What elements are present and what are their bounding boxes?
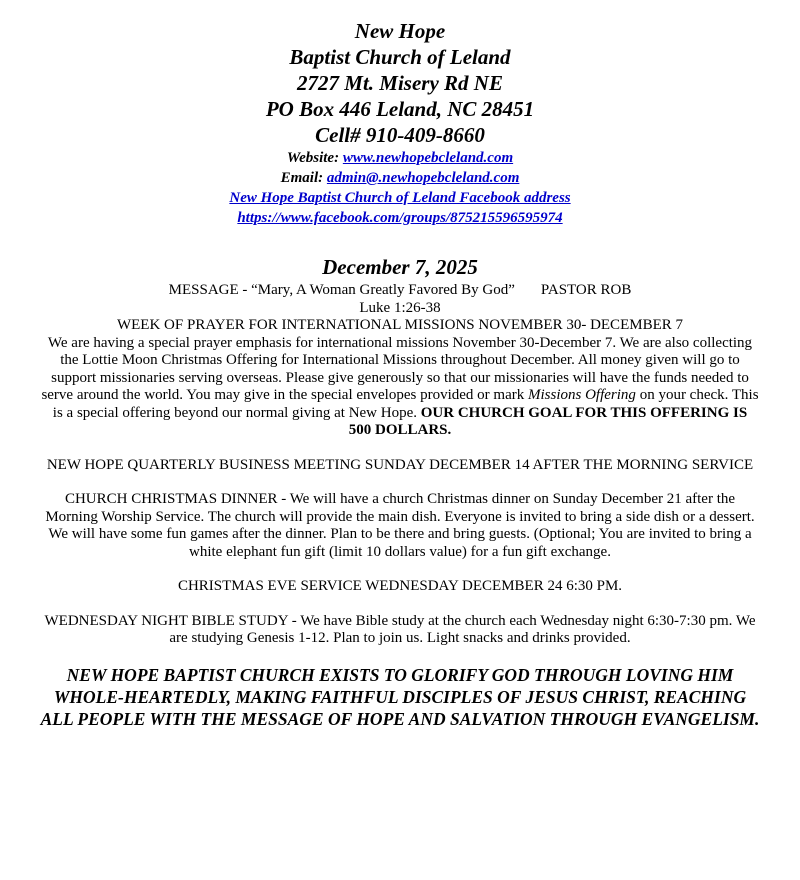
email-label: Email: xyxy=(280,170,327,186)
missions-offering-text: Missions Offering xyxy=(528,387,636,403)
facebook-link[interactable]: New Hope Baptist Church of Leland Facebook address xyxy=(229,190,571,206)
facebook-url-line xyxy=(0,208,800,228)
website-line xyxy=(0,148,800,168)
facebook-line xyxy=(0,188,800,208)
christmas-eve-announcement: CHRISTMAS EVE SERVICE WEDNESDAY DECEMBER 24 6:30 PM. xyxy=(177,578,623,594)
email-link[interactable]: admin@.newhopebcleland.com xyxy=(326,170,520,186)
scripture-reference: Luke 1:26-38 xyxy=(359,299,441,316)
email-line xyxy=(0,168,800,188)
church-header xyxy=(0,18,800,148)
mission-statement: NEW HOPE BAPTIST CHURCH EXISTS TO GLORIFY GOD THROUGH LOVING HIM WHOLE-HEARTEDLY, MAKING FAITHFUL DISCIPLES OF JESUS CHRIST, REACHING ALL PEOPLE WITH THE MESSAGE OF HOPE AND SALVATION THROUGH EVANGELISM. xyxy=(40,664,760,729)
message-title: MESSAGE - “Mary, A Woman Greatly Favored By God” xyxy=(168,282,515,298)
business-meeting-announcement: NEW HOPE QUARTERLY BUSINESS MEETING SUNDAY DECEMBER 14 AFTER THE MORNING SERVICE xyxy=(46,456,754,473)
bulletin-date: December 7, 2025 xyxy=(322,255,478,279)
facebook-url-link[interactable]: https://www.facebook.com/groups/875215596595974 xyxy=(237,210,563,226)
missions-paragraph xyxy=(40,335,760,440)
missions-heading: WEEK OF PRAYER FOR INTERNATIONAL MISSIONS NOVEMBER 30- DECEMBER 7 xyxy=(116,317,683,333)
message-line xyxy=(40,282,760,300)
cell-phone: Cell# 910-409-8660 xyxy=(315,123,485,147)
pastor-name: PASTOR ROB xyxy=(540,282,632,298)
contact-links xyxy=(0,148,800,228)
bible-study-announcement: WEDNESDAY NIGHT BIBLE STUDY - We have Bible study at the church each Wednesday night 6:30-7:30 pm. We are studying Genesis 1-12. Plan to join us. Light snacks and drinks provided. xyxy=(44,612,756,646)
church-name: New Hope xyxy=(354,19,446,43)
website-link[interactable]: www.newhopebcleland.com xyxy=(342,150,514,166)
missions-text-1: We are having a special prayer emphasis for international missions November 30-December 7. We are also collecting the Lottie Moon Christmas Offering for International Missions throughout December. All money given will go to support missionaries serving overseas. Please give generously so that our missionaries will have the funds needed to serve around the world. You may give in the special envelopes provided or mark xyxy=(41,334,753,403)
church-full-name: Baptist Church of Leland xyxy=(289,45,511,69)
christmas-dinner-announcement: CHURCH CHRISTMAS DINNER - We will have a church Christmas dinner on Sunday December 21 after the Morning Worship Service. The church will provide the main dish. Everyone is invited to bring a side dish or a dessert. We will have some fun games after the dinner. Plan to be there and bring guests. (Optional; You are invited to bring a white elephant fun gift (limit 10 dollars value) for a fun gift exchange. xyxy=(45,491,755,560)
website-label: Website: xyxy=(286,150,343,166)
missions-goal: OUR CHURCH GOAL FOR THIS OFFERING IS 500 DOLLARS. xyxy=(348,404,748,438)
bulletin-body xyxy=(40,282,760,648)
po-box-address: PO Box 446 Leland, NC 28451 xyxy=(265,97,535,121)
street-address: 2727 Mt. Misery Rd NE xyxy=(297,71,503,95)
missions-text-2: on your check. This is a special offering beyond our normal giving at New Hope. xyxy=(52,387,759,421)
